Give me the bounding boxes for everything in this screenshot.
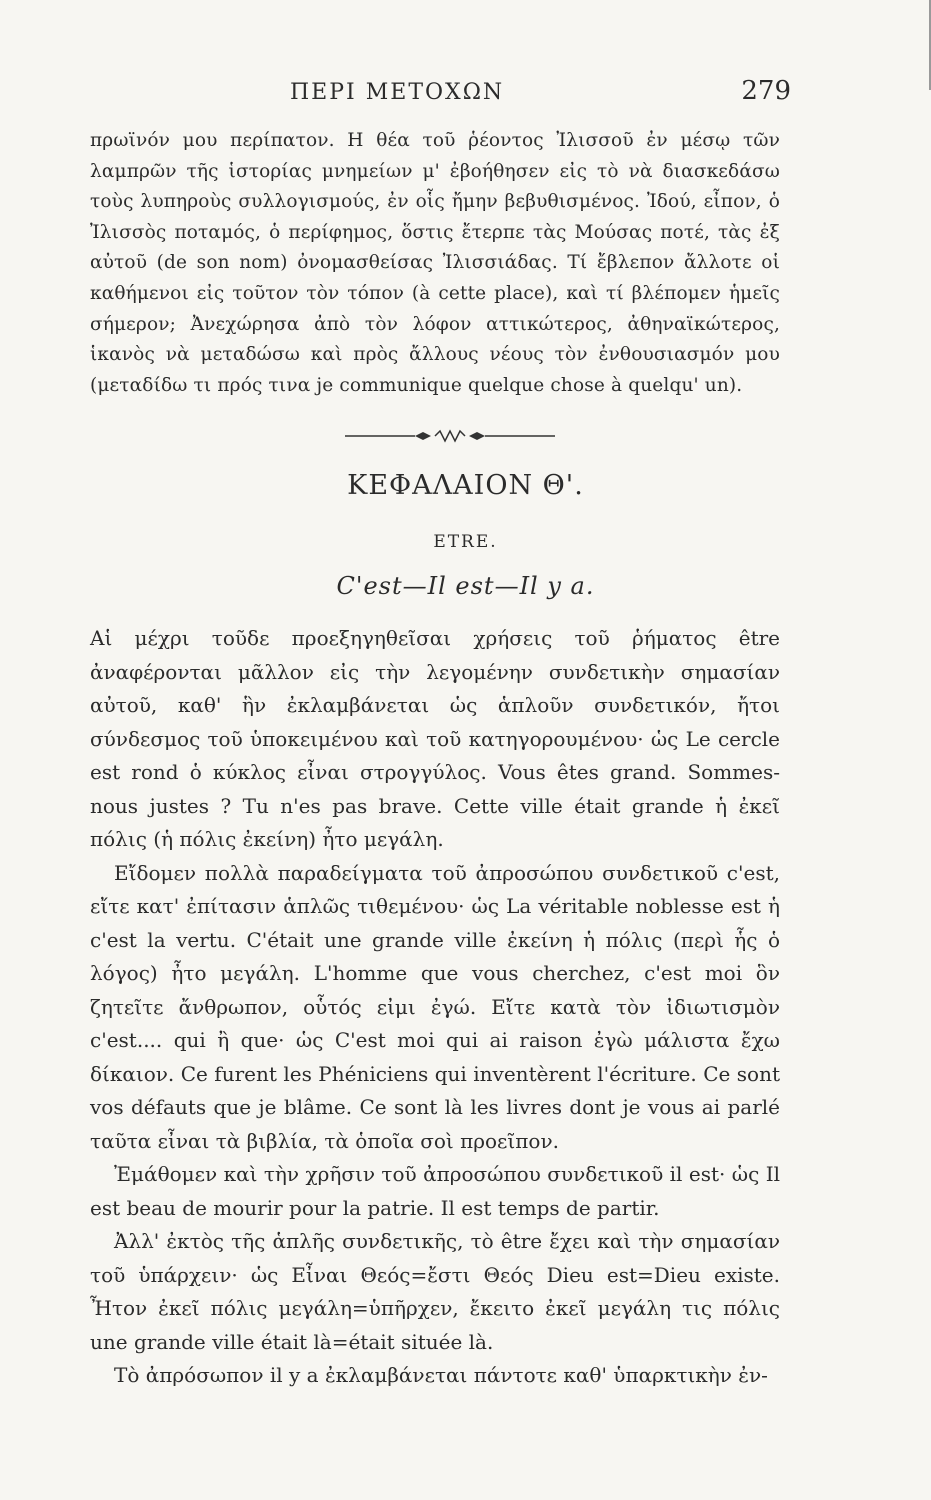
chapter-title: ΚΕΦΑΛΑΙΟΝ Θ'. <box>347 470 584 501</box>
paragraph: Εἴδομεν πολλὰ παραδείγματα τοῦ ἀπροσώπου συνδετικοῦ c'est, εἴτε κατ' ἐπίτασιν ἁπλῶς τιθεμένου· ὡς La véritable noblesse est ἡ c'est la vertu. C'était une grande ville ἐκείνη ἡ πόλις (περὶ ἧς ὁ λόγος) ἦτο μεγάλη. L'homme que vous cherchez, c'est moi ὃν ζητεῖτε ἄνθρωπον, οὗτός εἰμι ἐγώ. Εἴτε κατὰ τὸν ἰδιωτισμὸν c'est.... qui ἢ que· ὡς C'est moi qui ai raison ἐγὼ μάλιστα ἔχω δίκαιον. Ce furent les Phéniciens qui inventèrent l'écriture. Ce sont vos défauts que je blâme. Ce sont là les livres dont je vous ai parlé ταῦτα εἶναι τὰ βιβλία, τὰ ὁποῖα σοὶ προεῖπον. <box>90 860 780 1153</box>
paragraph: Ἐμάθομεν καὶ τὴν χρῆσιν τοῦ ἀπροσώπου συνδετικοῦ il est· ὡς Il est beau de mourir pour la patrie. Il est temps de partir. <box>90 1162 780 1220</box>
paragraph: Αἱ μέχρι τοῦδε προεξηγηθεῖσαι χρήσεις τοῦ ῥήματος être ἀναφέρονται μᾶλλον εἰς τὴν λεγομένην συνδετικὴν σημασίαν αὐτοῦ, καθ' ἣν ἐκλαμβάνεται ὡς ἁπλοῦν συνδετικόν, ἤτοι σύνδεσμος τοῦ ὑποκειμένου καὶ τοῦ κατηγορουμένου· ὡς Le cercle est rond ὁ κύκλος εἶναι στρογγύλος. Vous êtes grand. Sommes-nous justes ? Tu n'es pas brave. Cette ville était grande ἡ ἐκεῖ πόλις (ἡ πόλις ἐκείνη) ἦτο μεγάλη. <box>90 626 780 851</box>
paragraph: Τὸ ἀπρόσωπον il y a ἐκλαμβάνεται πάντοτε καθ' ὑπαρκτικὴν ἐν- <box>114 1363 768 1387</box>
chapter-subtitle-italic: C'est—Il est—Il y a. <box>336 572 595 600</box>
ornament-divider <box>345 428 555 444</box>
page-number: 279 <box>741 76 791 106</box>
chapter-subtitle: ETRE. <box>433 532 498 552</box>
chapter-body <box>90 622 780 1393</box>
paragraph: Ἀλλ' ἐκτὸς τῆς ἁπλῆς συνδετικῆς, τὸ être ἔχει καὶ τὴν σημασίαν τοῦ ὑπάρχειν· ὡς Εἶναι Θεός=ἔστι Θεός Dieu est=Dieu existe. Ἦτον ἐκεῖ πόλις μεγάλη=ὑπῆρχεν, ἔκειτο ἐκεῖ μεγάλη τις πόλις une grande ville était là=était située là. <box>90 1229 780 1354</box>
top-paragraph: πρωϊνόν μου περίπατον. Η θέα τοῦ ῥέοντος Ἰλισσοῦ ἐν μέσῳ τῶν λαμπρῶν τῆς ἱστορίας μνημείων μ' ἐβοήθησεν εἰς τὸ νὰ διασκεδάσω τοὺς λυπηροὺς συλλογισμούς, ἐν οἷς ἤμην βεβυθισμένος. Ἰδού, εἶπον, ὁ Ἰλισσὸς ποταμός, ὁ περίφημος, ὅστις ἔτερπε τὰς Μούσας ποτέ, τὰς ἐξ αὐτοῦ (de son nom) ὀνομασθείσας Ἰλισσιάδας. Τί ἔβλεπον ἄλλοτε οἱ καθήμενοι εἰς τοῦτον τὸν τόπον (à cette place), καὶ τί βλέπομεν ἡμεῖς σήμερον; Ἀνεχώρησα ἀπὸ τὸν λόφον αττικώτερος, ἀθηναϊκώτερος, ἱκανὸς νὰ μεταδώσω καὶ πρὸς ἄλλους νέους τὸν ἐνθουσιασμόν μου (μεταδίδω τι πρός τινα je communique quelque chose à quelqu' un). <box>90 130 780 396</box>
running-head: ΠΕΡΙ ΜΕΤΟΧΩΝ <box>290 80 505 105</box>
